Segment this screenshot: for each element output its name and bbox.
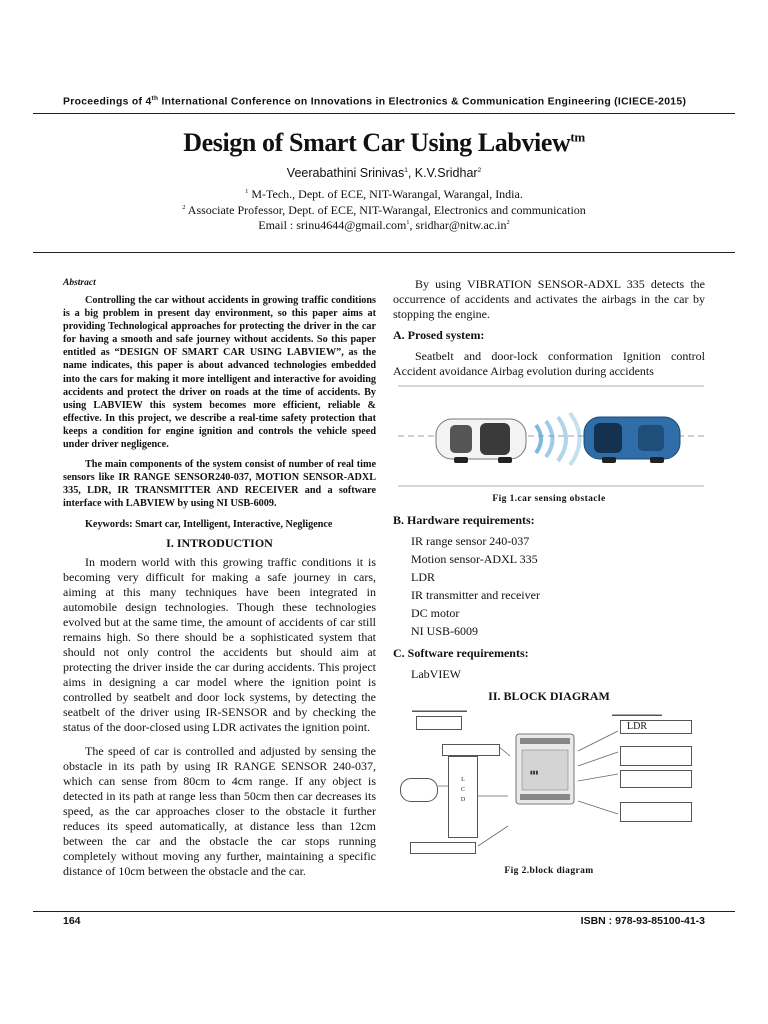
ni-usb-device [510,726,580,812]
keywords: Keywords: Smart car, Intelligent, Interactive, Negligence [85,518,333,530]
hardware-item: NI USB-6009 [411,624,479,638]
conference-header [63,95,703,107]
section-a-paragraph: Seatbelt and door-lock conformation Ignition control Accident avoidance Airbag evolution during accidents [393,349,705,378]
section-a-heading: A. Prosed system: [393,328,485,342]
car-scene-svg [398,383,704,491]
ldr-label: LDR [627,721,647,732]
accident-detection-box [620,802,692,822]
software-list [411,665,705,683]
footer-rule [33,911,735,912]
aff2-text: Associate Professor, Dept. of ECE, NIT-Warangal, Electronics and communication [185,203,586,217]
aff1-sup: 1 [245,188,249,195]
abstract-heading: Abstract [63,278,96,288]
author-1-sup: 1 [404,166,408,174]
title-text: Design of Smart Car Using Labview [183,128,571,157]
right-column-lower [393,513,705,704]
ldr-right-box [620,720,692,734]
buzzer-box [400,778,438,802]
right-paragraph-1: By using VIBRATION SENSOR-ADXL 335 detects the occurrence of accidents and activates the airbags in the car by stopping the engine. [393,277,705,321]
author-2: , K.V.Sridhar [407,166,478,180]
fig1-illustration [398,383,704,491]
fig1-caption: Fig 1.car sensing obstacle [492,494,606,504]
intro-paragraph-1: In modern world with this growing traffic conditions it is becoming very difficult for making a safe journey in cars, aiming at this many techniques have been integrated in automobile design technologies. Though these technologies evolved but at the same time, the amount of accidents of car still remains high. So there should be a sophisticated system that should not only control the accidents but should aim at protecting the driver inside the car during accidents. This project aims in designing a car model where the ignition point is controlled by seatbelt and door lock systems, by detecting the seatbelt of the driver using IR-SENSOR and by checking the status of the door-closed using LDR activates the ignition point. [63,554,376,734]
title-sup: tm [570,129,585,145]
airbag-box [410,842,476,854]
author-1: Veerabathini Srinivas [286,166,405,180]
header-text-rest: International Conference on Innovations in Electronics & Communication Engineering (ICIECE-2015) [158,96,687,108]
paper-title [0,128,768,158]
hardware-item: Motion sensor-ADXL 335 [411,552,538,566]
author-2-sup: 2 [477,166,482,174]
section-b-heading: B. Hardware requirements: [393,513,535,527]
sensor-wave-icon [536,413,580,465]
authors [0,166,768,180]
email-1: Email : srinu4644@gmail.com [258,218,407,232]
aff1-text: M-Tech., Dept. of ECE, NIT-Warangal, Warangal, India. [248,187,523,201]
hardware-item: LDR [411,570,435,584]
abstract-paragraph-1: Controlling the car without accidents in growing traffic conditions is a big problem in present day environment, so this paper aims at providing Technological approaches for protecting the driver in the car for having a smooth and safe journey without accidents. So this paper entitled as “DESIGN OF SMART CAR USING LABVIEW”, as the name indicates, this paper is about advanced technologies embedded into the cars for making it more intelligent and interactive for avoiding accidents and protect the driver on roads at the time of accidents. By using LABVIEW this system becomes more efficient, reliable & effective. In this project, we describe a real-time safety protection that keeps a condition for engine ignition and controls the vehicle speed under driver negligence. [63,295,376,451]
affiliation-1 [0,187,768,202]
aff2-sup: 2 [182,204,186,211]
email-2: , sridhar@nitw.ac.in [409,218,507,232]
email-sup1: 1 [406,219,410,226]
door-status-label: ▬▬▬▬▬▬▬▬▬▬ [612,712,662,718]
left-column [63,278,376,879]
hardware-item: IR transmitter and receiver [411,588,540,602]
obstacle-detection-box [620,770,692,788]
ir-transmitter-box [620,746,692,766]
hardware-list [411,532,705,640]
block-diagram-heading: II. BLOCK DIAGRAM [488,689,610,703]
ignition-label: ▬▬▬▬▬▬▬▬▬▬▬ [412,708,467,714]
lcd-box [448,756,478,838]
ldr-left-box [416,716,462,730]
affiliation-2 [0,203,768,218]
switch-box [442,744,500,756]
intro-heading: I. INTRODUCTION [166,535,273,550]
fig2-caption: Fig 2.block diagram [504,866,594,876]
daq-device-icon [510,726,580,812]
header-sup: th [151,95,159,102]
software-item: LabVIEW [411,667,461,681]
header-text: Proceedings of 4 [63,96,152,108]
abstract-paragraph-2: The main components of the system consist of number of real time sensors like IR RANGE SENSOR240-037, MOTION SENSOR-ADXL 335, LDR, IR TRANSMITTER AND RECEIVER and a software interface with LABVIEW by using NI USB-6009. [63,459,376,510]
right-column [393,277,705,379]
title-rule [33,252,735,253]
svg-text:▮▮▮: ▮▮▮ [530,770,539,776]
fig2-block-diagram [398,706,704,858]
page-number: 164 [63,915,81,927]
intro-paragraph-2: The speed of car is controlled and adjusted by sensing the obstacle in its path by using IR RANGE SENSOR 240-037, which can sense from 80cm to 4cm range. If any object is detected in its path at range less than 50cm then car decreases its speed, as the car approaches closer to the obstacle it further reduces its speed automatically, at distance less than 12cm between the car and the obstacle the car stops running completely without moving any further, maintaining a specific distance of 10cm between the obstacle and the car. [63,743,376,878]
white-car-icon [436,419,526,463]
isbn: ISBN : 978-93-85100-41-3 [580,915,705,927]
blue-car-icon [584,417,680,463]
section-c-heading: C. Software requirements: [393,646,529,660]
lcd-label: L C D [460,777,466,803]
hardware-item: IR range sensor 240-037 [411,534,530,548]
hardware-item: DC motor [411,606,460,620]
email-sup2: 2 [506,219,510,226]
header-rule [33,113,735,114]
email-line [0,218,768,233]
